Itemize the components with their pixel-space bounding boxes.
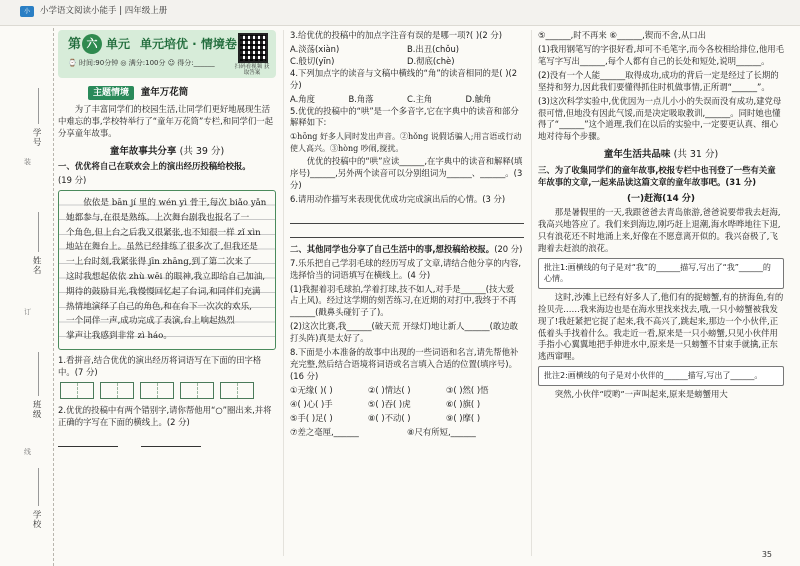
qr-caption: 扫码看视频 获取答案	[234, 64, 270, 77]
question-1-1: 1.看拼音,结合优优的演出经历将词语写在下面的田字格中。(7 分)	[58, 354, 262, 377]
question-4-options	[290, 94, 524, 106]
exam-meta: ⌚ 时间:90分钟 ◎ 满分:100分 ☺ 得分:______	[68, 59, 215, 67]
idiom-item[interactable]: ⑧( )不动( )	[367, 412, 411, 423]
tian-grid-cell[interactable]	[100, 382, 134, 399]
part-2-text: 二、其他同学也分享了自己生活中的事,想投稿给校报。	[290, 243, 495, 254]
answer-line[interactable]	[290, 224, 524, 238]
story-paragraph-2: 这时,沙滩上已经有好多人了,他们有的捉螃蟹,有的挤海鱼,有的捡贝壳……我来海边也是在海水里找来找去,哦,一只小螃蟹被我发现了!我赶紧把它捉了起来,我不高兴了,跳起来,那边一个小伙伴,正低着头手找着什么。我走近一看,原来是一只小螃蟹,只见小伙伴用手指小心翼翼地把手伸进水中,原来是一只螃蟹不甘束手就擒,正东逃西窜哩。	[538, 291, 784, 362]
answer-lines	[290, 210, 524, 238]
idiom-item[interactable]: ④( )心( )手	[290, 398, 333, 409]
question-5-detail: ①hōng 好多人同时发出声音。②hǒng 说假话骗人;用言语或行动使人高兴。③hòng 吵闹,搅扰。	[290, 132, 522, 153]
question-3-stem: 三、为了收集同学们的童年故事,校报专栏中也刊登了一些有关童年故事的文章,一起来品读这篇文章的童年故事吧。(31 分)	[538, 164, 776, 187]
idiom-item[interactable]: ③( )然( )悟	[445, 384, 489, 395]
option[interactable]: B.出丑(chǒu)	[407, 43, 460, 54]
story-paragraph-1: 那是暑假里的一天,我跟爸爸去青岛旅游,爸爸说要带我去赶海,我高兴地答应了。我们来到海边,刚巧赶上退潮,海水哗哗地往下退,只有浪花还不时地涌上来,好像在不愿意离开似的。我兴奋极了,飞跑着去赶浪的浪花。	[538, 207, 781, 254]
tian-grid-cell[interactable]	[220, 382, 254, 399]
column-middle	[290, 30, 524, 441]
section-heading	[538, 148, 784, 161]
annotation-box-1[interactable]: 批注1:画横线的句子是对“我”的______描写,写出了“我”______的心情。	[538, 258, 784, 289]
idiom-item[interactable]: ⑤( )吞( )虎	[367, 398, 411, 409]
passage-line: 她都参与,在很是熟练。上次舞台剧我也报名了一	[66, 212, 250, 223]
fill-paragraph-2: (2)没有一个人能______取得成功,成功的背后一定是经过了长期的坚持和努力,因此我们要懂得抓住时机做事情,正所谓“______”。	[538, 69, 779, 92]
question-8: 8.下面是小本准备的故事中出现的一些词语和名言,请先帮他补充完整,然后结合语境将词语或名言填入合适的位置(填序号)。(16 分)	[290, 347, 519, 381]
option[interactable]: C.般切(yīn)	[290, 55, 335, 66]
question-1-score: (19 分)	[58, 175, 87, 186]
question-3-options	[290, 44, 524, 68]
idiom-item[interactable]: ⑦差之毫厘,______	[290, 426, 359, 437]
passage-line: 个角色,但上台之后我又很紧张,也不知很一样 zǐ xìn	[66, 227, 261, 238]
idiom-list	[290, 385, 524, 441]
theme-heading	[88, 86, 276, 100]
label-name: 姓名	[31, 256, 42, 275]
unit-title: 单元培优 · 情境卷	[140, 37, 237, 51]
series-badge: 小	[20, 6, 34, 17]
answer-blank[interactable]	[141, 438, 201, 447]
divider	[283, 30, 284, 556]
student-number-line	[38, 88, 39, 124]
cut-mark: 订	[24, 308, 31, 316]
label-student-number: 学号	[31, 128, 42, 147]
column-left	[58, 30, 276, 447]
answer-blanks	[58, 435, 276, 447]
page-number: 35	[761, 549, 772, 559]
section-score: (共 31 分)	[673, 149, 719, 161]
question-7: 7.乐乐把自己学羽毛球的经历写成了文章,请结合他分享的内容,选择恰当的词语填写在横线上。(4 分)	[290, 257, 522, 280]
label-class: 班级	[31, 400, 42, 419]
unit-label: 单元	[106, 37, 131, 51]
passage-line: 地站在舞台上。虽然已经排练了很多次了,但我还是	[66, 242, 258, 253]
series-title: 小学语文阅读小能手 | 四年级上册	[40, 6, 168, 16]
section-heading	[58, 145, 276, 158]
intro-text: 为了丰富同学们的校园生活,让同学们更好地展现生活中难忘的事,学校特举行了“童年万花筒”专栏,和同学们一起分享童年故事。	[58, 104, 274, 138]
section-score: (共 39 分)	[179, 145, 225, 157]
unit-banner	[58, 30, 276, 78]
part-2-heading	[290, 244, 524, 256]
passage-line: 一个同伴一声,成功完成了表演,台上响起热烈	[66, 316, 235, 327]
unit-number: 六	[82, 34, 102, 54]
annotation-box-2[interactable]: 批注2:画横线的句子是对小伙伴的______描写,写出了______。	[538, 366, 784, 385]
question-4: 4.下列加点字的读音与文稿中横线的“角”的读音相同的是( )(2 分)	[290, 67, 518, 90]
question-6: 6.请用动作描写来表现优优成功完成演出后的心情。(3 分)	[290, 193, 506, 204]
tian-grid-cell[interactable]	[140, 382, 174, 399]
divider	[531, 30, 532, 556]
idiom-item[interactable]: ⑤手( )足( )	[290, 412, 333, 423]
class-line	[38, 352, 39, 396]
passage-line: 依依是 bān jí 里的 wén yì 骨干,每次 biǎo yǎn	[83, 198, 267, 209]
tian-grid-row	[60, 382, 276, 399]
question-5-task: 优优的投稿中的“哄”应读______,在字典中的读音和解释(填序号)______,另外两个读音可以分别组词为______、______。(3 分)	[290, 156, 523, 190]
question-1-stem	[58, 161, 276, 173]
cut-mark: 线	[24, 448, 31, 456]
cut-mark: 装	[24, 158, 31, 166]
q1-stem-text: 一、优优将自己在联欢会上的演出经历投稿给校报。	[58, 161, 251, 172]
column-right	[538, 30, 784, 403]
passage-line: 掌声让我感到非常 zì háo。	[66, 331, 172, 342]
section-title: 童年生活共品味	[603, 149, 671, 161]
option[interactable]: B.角落	[348, 93, 374, 104]
label-school: 学校	[31, 510, 42, 529]
idiom-item[interactable]: ①无缘( )( )	[290, 384, 333, 395]
theme-name: 童年万花筒	[140, 87, 189, 98]
binding-margin	[0, 28, 54, 566]
idiom-item[interactable]: ⑧尺有所短,______	[407, 426, 476, 437]
option[interactable]: D.彻底(chè)	[407, 55, 455, 66]
question-5: 5.优优的投稿中的“哄”是一个多音字,它在字典中的读音和部分解释如下:	[290, 105, 519, 128]
option[interactable]: D.触角	[465, 93, 492, 104]
idiom-item[interactable]: ⑥( )旗( )	[445, 398, 481, 409]
qr-code-icon[interactable]	[238, 33, 268, 63]
unit-prefix: 第	[68, 37, 82, 52]
passage-line: 一上台时刻,我紧张得 jīn zhāng,到了第二次来了	[66, 257, 252, 268]
story-paragraph-3: 突然,小伙伴“哎哟”一声叫起来,原来是螃蟹用大	[554, 388, 728, 399]
school-line	[38, 468, 39, 506]
tian-grid-cell[interactable]	[180, 382, 214, 399]
theme-tag: 主题情境	[88, 86, 134, 100]
section-title: 童年故事共分享	[109, 145, 177, 157]
story-title: (一)赶海(14 分)	[626, 193, 696, 204]
option[interactable]: C.主角	[407, 93, 433, 104]
question-7-2: (2)这次比赛,我______(破天荒 开绿灯)地让新人______(敢边敢 打头阵)真是太好了。	[290, 321, 518, 344]
answer-blank[interactable]	[58, 438, 118, 447]
passage-line: 热情地演绎了自己的角色,和在台下一次次的欢乐,	[66, 301, 252, 312]
idiom-item[interactable]: ⑨( )摩( )	[445, 412, 481, 423]
option[interactable]: A.淡荡(xiàn)	[290, 43, 340, 54]
part-2-score: (20 分)	[494, 243, 523, 254]
passage-line: 这时我想起依依 zhù wēi 的眼神,我立即给自己加油,	[66, 272, 266, 282]
question-1-2: 2.优优的投稿中有两个错别字,请你帮他用“○”圈出来,并将正确的字写在下面的横线上。(2 分)	[58, 404, 272, 427]
pinyin-passage	[58, 190, 276, 350]
header-bar	[0, 0, 800, 26]
tian-grid-cell[interactable]	[60, 382, 94, 399]
idiom-continuation: ⑤______,时不再来 ⑥______,锲而不舍,从口出	[538, 30, 707, 40]
fill-paragraph-1: (1)我用钢笔写的字很好看,却可不毛笔字,而今各校相给排位,他用毛笔写字写出______,每个人都有自己的长处和短处,说明______。	[538, 43, 784, 66]
question-7-1: (1)我握着羽毛球拍,学着打球,技不如人,对手是______(技大爱 占上风)。经过这学期的刻苦练习,在近期的对打中,我终于不再______(戳鼻头碰钉子了)。	[290, 283, 517, 318]
option[interactable]: A.角度	[290, 93, 315, 104]
idiom-item[interactable]: ②( )情达( )	[367, 384, 411, 395]
question-3: 3.给优优的投稿中的加点字注音有误的是哪一项?( )(2 分)	[290, 30, 503, 40]
fill-paragraph-3: (3)这次科学实验中,优优因为一点儿小小的失误而没有成功,建党母很可惜,但地没有因此气馁,而是决定吸取教训,______。同时她也懂得了“______”这个道理,我们在以后的实验中,一定要更认真、细心地对待每个步骤。	[538, 95, 782, 142]
name-line	[38, 212, 39, 252]
passage-line: 期待的鼓励目光,我慢慢回忆起了台词,和同伴们充满	[66, 286, 261, 297]
answer-line[interactable]	[290, 210, 524, 224]
